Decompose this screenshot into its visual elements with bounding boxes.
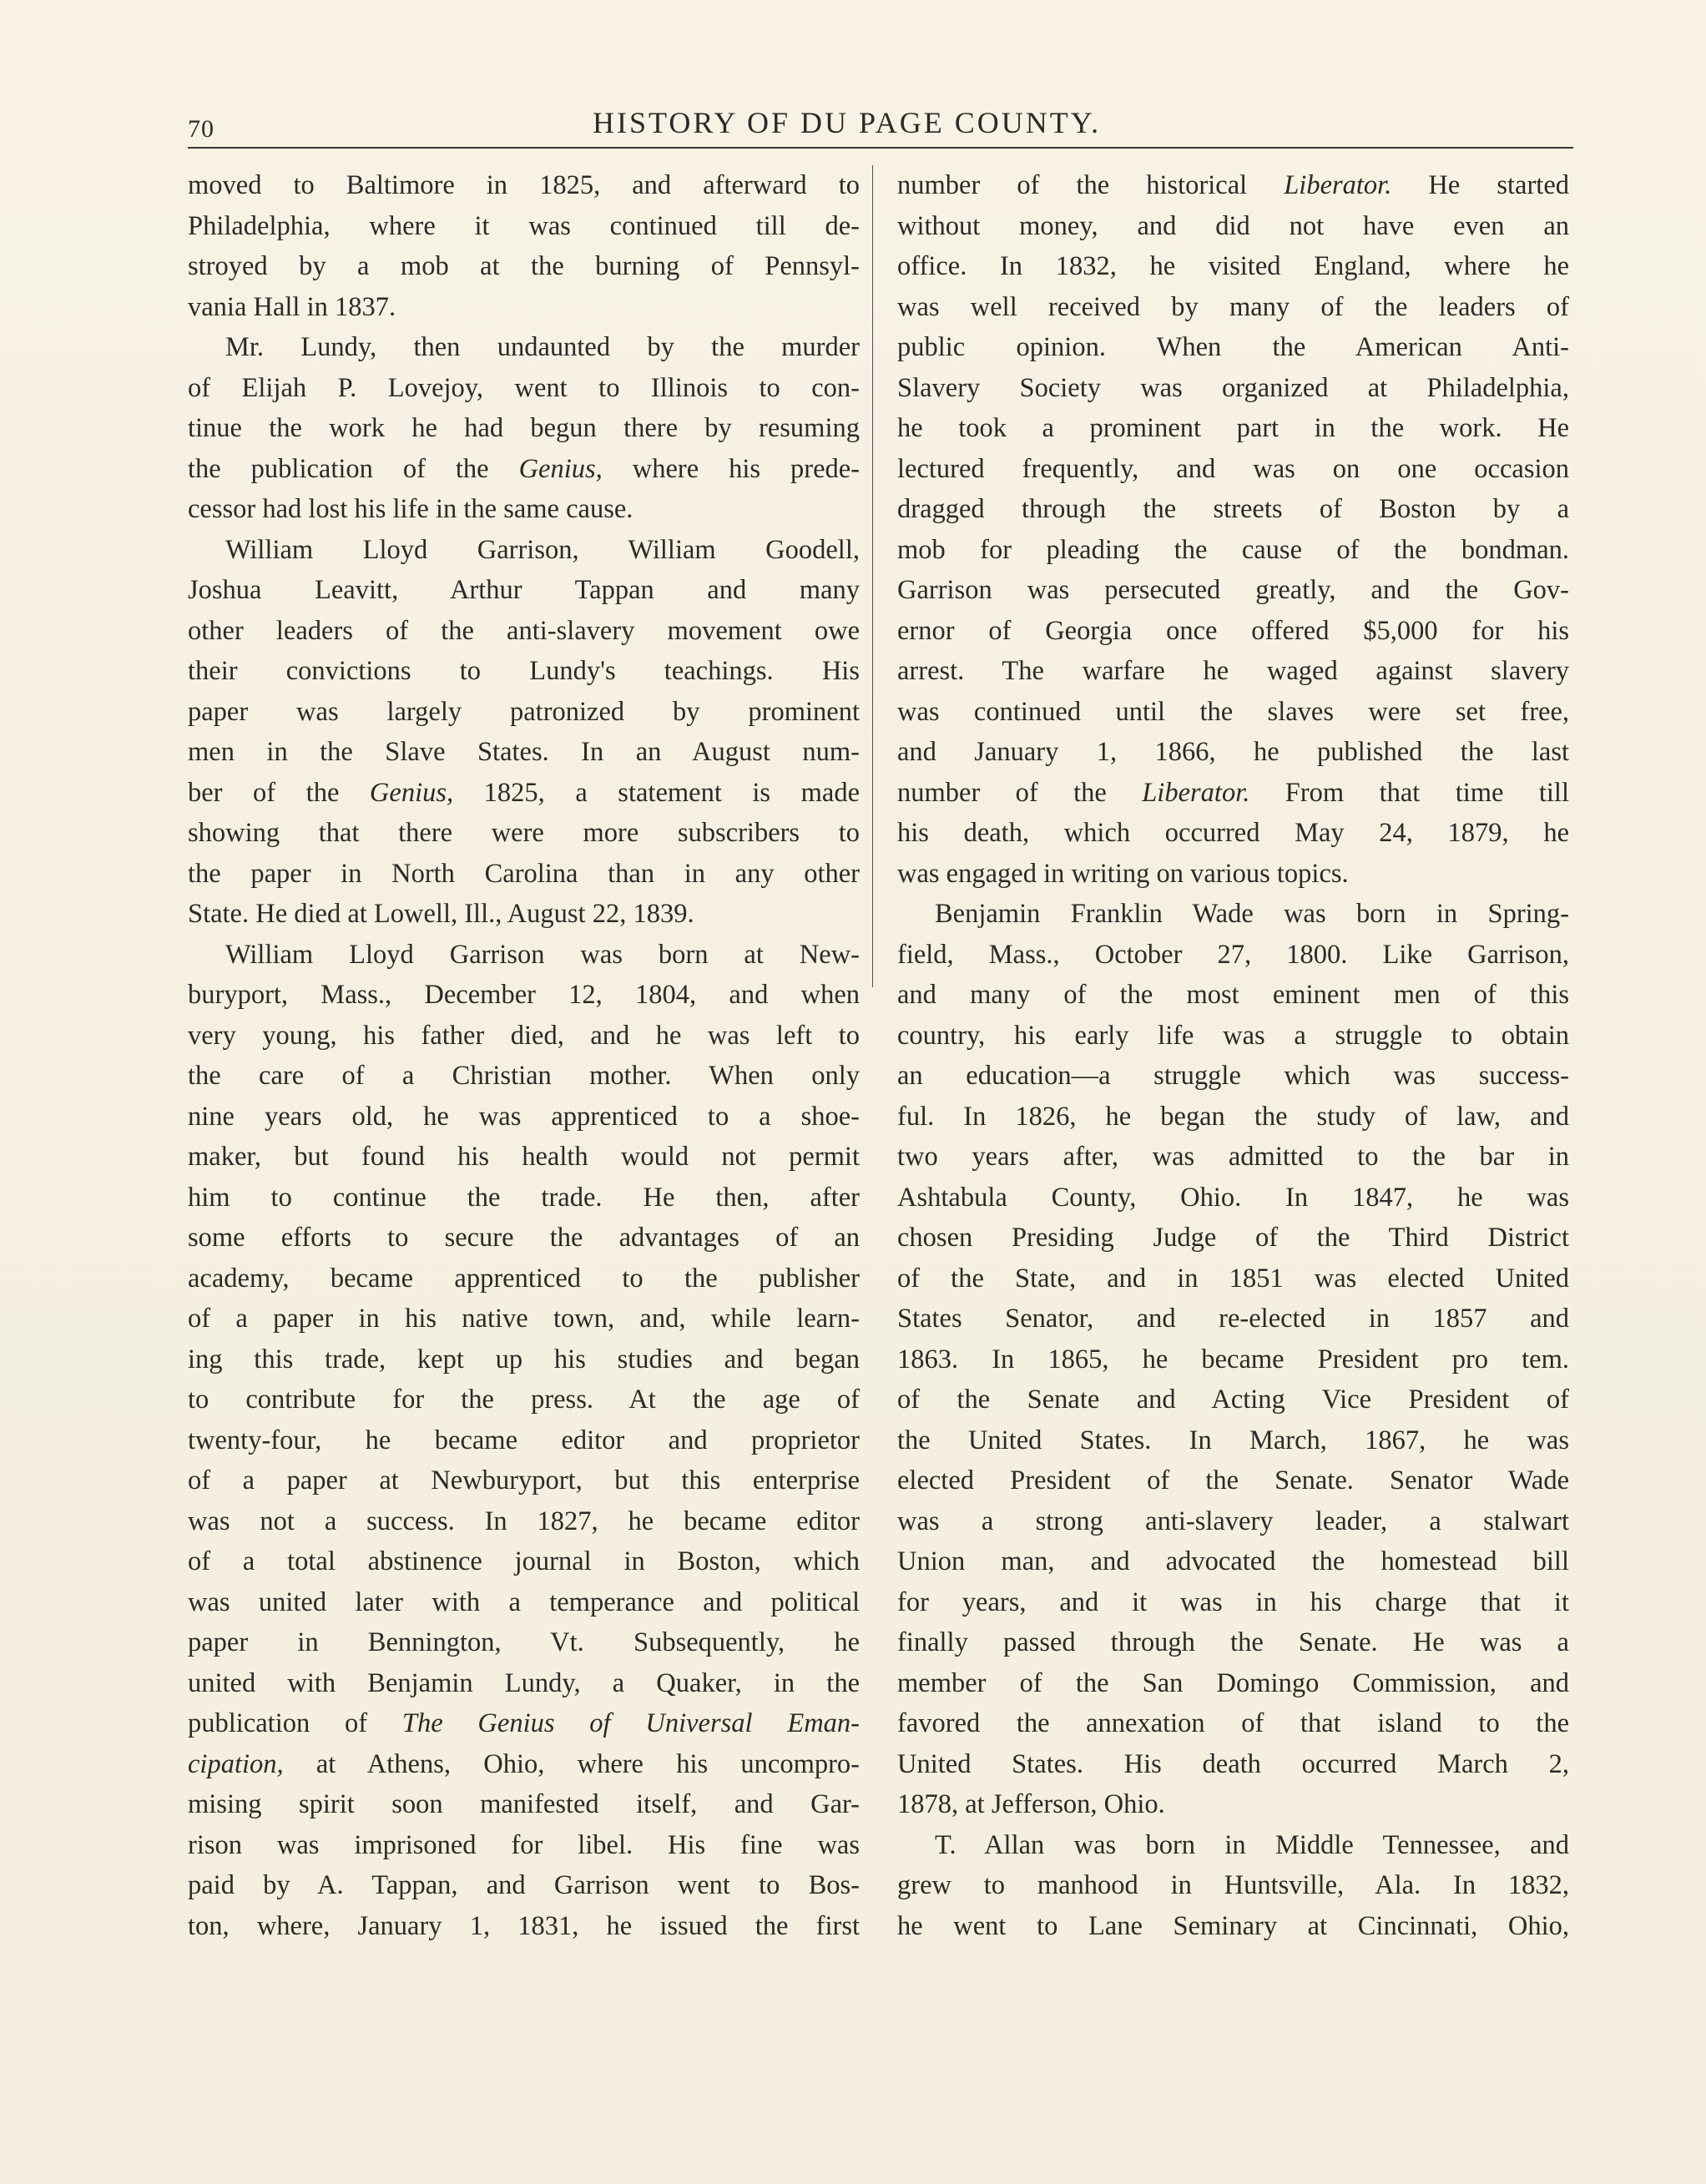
text-line <box>188 1056 860 1097</box>
text-run: was not a success. In 1827, he became editor <box>188 1506 860 1536</box>
text-line <box>897 1865 1569 1906</box>
text-run: ton, where, January 1, 1831, he issued the first <box>188 1910 860 1941</box>
text-run: other leaders of the anti-slavery movement owe <box>188 615 860 646</box>
text-run: was a strong anti-slavery leader, a stalwart <box>897 1506 1569 1536</box>
text-line <box>897 1501 1569 1542</box>
text-line <box>188 975 860 1016</box>
text-line <box>188 1137 860 1178</box>
text-line <box>897 489 1569 530</box>
page-header <box>188 98 1573 145</box>
text-run: twenty-four, he became editor and proprietor <box>188 1425 860 1455</box>
text-run: and many of the most eminent men of this <box>897 980 1569 1010</box>
text-run: mising spirit soon manifested itself, and Gar- <box>188 1789 860 1819</box>
text-line <box>897 1906 1569 1947</box>
text-line <box>188 1906 860 1947</box>
text-line <box>897 1541 1569 1582</box>
text-run: where his prede- <box>602 453 860 484</box>
column-divider <box>872 165 873 987</box>
text-run: buryport, Mass., December 12, 1804, and when <box>188 980 860 1010</box>
text-line <box>897 1339 1569 1380</box>
text-line <box>188 1784 860 1825</box>
text-run: paper in Bennington, Vt. Subsequently, he <box>188 1627 860 1657</box>
text-line <box>897 854 1569 895</box>
text-line <box>188 1663 860 1704</box>
text-run: tinue the work he had begun there by resuming <box>188 413 860 443</box>
text-run: elected President of the Senate. Senator Wade <box>897 1465 1569 1496</box>
text-run: number of the <box>897 777 1143 808</box>
text-run: for years, and it was in his charge that it <box>897 1586 1569 1617</box>
text-line <box>897 1137 1569 1178</box>
italic-title: Liberator. <box>1142 777 1250 808</box>
text-line <box>897 1178 1569 1218</box>
italic-title: Liberator. <box>1284 170 1392 200</box>
text-run: their convictions to Lundy's teachings. His <box>188 656 860 686</box>
text-line <box>897 692 1569 733</box>
text-line <box>897 570 1569 611</box>
text-run: vania Hall in 1837. <box>188 291 396 322</box>
header-rule <box>188 147 1573 149</box>
text-run: he went to Lane Seminary at Cincinnati, Ohio, <box>897 1910 1569 1941</box>
text-line <box>188 1420 860 1461</box>
text-line <box>188 1501 860 1542</box>
text-run: 1878, at Jefferson, Ohio. <box>897 1789 1165 1819</box>
text-line <box>897 611 1569 652</box>
text-run: 1825, a statement is made <box>453 777 860 808</box>
text-run: without money, and did not have even an <box>897 210 1569 241</box>
text-line <box>897 1703 1569 1744</box>
text-line <box>897 530 1569 571</box>
text-run: ful. In 1826, he began the study of law, and <box>897 1101 1569 1132</box>
text-run: the publication of the <box>188 453 519 484</box>
text-run: Philadelphia, where it was continued till de- <box>188 210 860 241</box>
left-text-column <box>188 165 860 1946</box>
text-run: field, Mass., October 27, 1800. Like Garrison, <box>897 939 1569 970</box>
text-run: From that time till <box>1249 777 1569 808</box>
page-number: 70 <box>188 115 215 143</box>
text-line <box>897 408 1569 449</box>
text-line <box>188 1460 860 1501</box>
text-run: of a total abstinence journal in Boston, which <box>188 1546 860 1576</box>
right-text-column <box>897 165 1569 1946</box>
text-run: Joshua Leavitt, Arthur Tappan and many <box>188 575 860 605</box>
text-run: stroyed by a mob at the burning of Pennsyl- <box>188 251 860 281</box>
text-run: William Lloyd Garrison, William Goodell, <box>225 534 860 565</box>
text-run: was engaged in writing on various topics. <box>897 858 1349 889</box>
text-run: him to continue the trade. He then, after <box>188 1182 860 1213</box>
text-line <box>188 570 860 611</box>
text-line <box>897 813 1569 854</box>
text-run: paid by A. Tappan, and Garrison went to Bos- <box>188 1870 860 1900</box>
text-run: Slavery Society was organized at Philadelphia, <box>897 372 1569 403</box>
text-run: grew to manhood in Huntsville, Ala. In 1832, <box>897 1870 1569 1900</box>
text-run: Union man, and advocated the homestead bill <box>897 1546 1569 1576</box>
text-run: the paper in North Carolina than in any other <box>188 858 860 889</box>
text-line <box>188 1865 860 1906</box>
text-line <box>897 935 1569 976</box>
italic-title: The Genius of Universal Eman- <box>401 1708 860 1738</box>
text-run: chosen Presiding Judge of the Third District <box>897 1223 1569 1253</box>
text-line <box>897 327 1569 368</box>
text-line <box>188 1541 860 1582</box>
text-run: was continued until the slaves were set free, <box>897 696 1569 727</box>
text-line <box>188 854 860 895</box>
text-line <box>188 611 860 652</box>
text-line <box>897 651 1569 692</box>
text-line <box>897 1258 1569 1299</box>
text-run: ing this trade, kept up his studies and began <box>188 1344 860 1374</box>
text-line <box>897 1622 1569 1663</box>
text-run: the care of a Christian mother. When only <box>188 1061 860 1091</box>
text-run: office. In 1832, he visited England, where he <box>897 251 1569 281</box>
text-run: mob for pleading the cause of the bondman. <box>897 534 1569 565</box>
text-run: was well received by many of the leaders of <box>897 291 1569 322</box>
text-run: nine years old, he was apprenticed to a shoe- <box>188 1101 860 1132</box>
text-run: men in the Slave States. In an August num- <box>188 737 860 767</box>
text-line <box>188 449 860 490</box>
text-run: Garrison was persecuted greatly, and the Gov- <box>897 575 1569 605</box>
text-run: academy, became apprenticed to the publisher <box>188 1263 860 1294</box>
text-line <box>188 327 860 368</box>
text-run: of the State, and in 1851 was elected United <box>897 1263 1569 1294</box>
text-line <box>897 1016 1569 1057</box>
text-line <box>188 894 860 935</box>
text-run: 1863. In 1865, he became President pro tem. <box>897 1344 1569 1374</box>
text-run: Benjamin Franklin Wade was born in Spring- <box>935 899 1569 929</box>
text-line <box>188 287 860 328</box>
text-run: maker, but found his health would not permit <box>188 1142 860 1172</box>
text-line <box>897 165 1569 206</box>
text-line <box>897 1420 1569 1461</box>
text-line <box>897 1460 1569 1501</box>
text-line <box>188 489 860 530</box>
text-run: and January 1, 1866, he published the last <box>897 737 1569 767</box>
text-line <box>188 773 860 814</box>
text-run: William Lloyd Garrison was born at New- <box>225 939 860 970</box>
text-line <box>897 732 1569 773</box>
text-line <box>897 975 1569 1016</box>
text-line <box>897 773 1569 814</box>
text-line <box>897 1299 1569 1339</box>
text-run: lectured frequently, and was on one occasion <box>897 453 1569 484</box>
text-line <box>188 368 860 409</box>
text-line <box>188 1016 860 1057</box>
text-line <box>188 1178 860 1218</box>
text-run: Mr. Lundy, then undaunted by the murder <box>225 332 860 362</box>
text-line <box>188 408 860 449</box>
text-run: his death, which occurred May 24, 1879, he <box>897 818 1569 848</box>
text-run: some efforts to secure the advantages of an <box>188 1223 860 1253</box>
text-run: very young, his father died, and he was left to <box>188 1020 860 1051</box>
text-run: arrest. The warfare he waged against slavery <box>897 656 1569 686</box>
text-line <box>897 368 1569 409</box>
text-run: Ashtabula County, Ohio. In 1847, he was <box>897 1182 1569 1213</box>
text-run: he took a prominent part in the work. He <box>897 413 1569 443</box>
text-run: moved to Baltimore in 1825, and afterward to <box>188 170 860 200</box>
text-line <box>897 1825 1569 1866</box>
text-run: States Senator, and re-elected in 1857 and <box>897 1304 1569 1334</box>
text-line <box>897 894 1569 935</box>
text-run: publication of <box>188 1708 402 1738</box>
italic-title: Genius, <box>369 777 454 808</box>
text-run: to contribute for the press. At the age of <box>188 1385 860 1415</box>
italic-title: cipation, <box>188 1748 284 1779</box>
text-run: rison was imprisoned for libel. His fine was <box>188 1829 860 1860</box>
text-line <box>188 935 860 976</box>
text-run: at Athens, Ohio, where his uncompro- <box>283 1748 860 1779</box>
text-line <box>188 206 860 247</box>
text-run: of a paper in his native town, and, while learn- <box>188 1304 860 1334</box>
text-line <box>188 1258 860 1299</box>
text-run: was united later with a temperance and political <box>188 1586 860 1617</box>
text-run: country, his early life was a struggle to obtain <box>897 1020 1569 1051</box>
text-run: united with Benjamin Lundy, a Quaker, in the <box>188 1667 860 1698</box>
text-run: ber of the <box>188 777 370 808</box>
text-run: the United States. In March, 1867, he was <box>897 1425 1569 1455</box>
text-line <box>188 1825 860 1866</box>
text-line <box>188 1339 860 1380</box>
text-line <box>188 530 860 571</box>
text-line <box>188 1744 860 1785</box>
text-line <box>188 692 860 733</box>
text-line <box>897 1218 1569 1258</box>
text-run: number of the historical <box>897 170 1285 200</box>
text-run: United States. His death occurred March 2, <box>897 1748 1569 1779</box>
text-run: of a paper at Newburyport, but this enterprise <box>188 1465 860 1496</box>
text-run: He started <box>1391 170 1569 200</box>
text-line <box>897 1784 1569 1825</box>
text-line <box>897 206 1569 247</box>
text-line <box>188 1097 860 1137</box>
text-run: cessor had lost his life in the same cause. <box>188 494 633 524</box>
running-head: HISTORY OF DU PAGE COUNTY. <box>593 106 1102 139</box>
text-line <box>188 1582 860 1623</box>
text-run: dragged through the streets of Boston by a <box>897 494 1569 524</box>
text-line <box>188 732 860 773</box>
text-run: two years after, was admitted to the bar in <box>897 1142 1569 1172</box>
text-run: finally passed through the Senate. He was a <box>897 1627 1569 1657</box>
text-line <box>188 1299 860 1339</box>
text-run: member of the San Domingo Commission, and <box>897 1667 1569 1698</box>
text-line <box>897 1097 1569 1137</box>
text-line <box>188 1380 860 1420</box>
text-line <box>897 449 1569 490</box>
text-line <box>188 651 860 692</box>
text-run: an education—a struggle which was success- <box>897 1061 1569 1091</box>
text-line <box>897 1582 1569 1623</box>
text-line <box>188 246 860 287</box>
text-line <box>897 246 1569 287</box>
text-run: ernor of Georgia once offered $5,000 for his <box>897 615 1569 646</box>
text-run: favored the annexation of that island to the <box>897 1708 1569 1738</box>
text-run: State. He died at Lowell, Ill., August 22, 1839. <box>188 899 694 929</box>
text-run: paper was largely patronized by prominent <box>188 696 860 727</box>
text-line <box>897 1663 1569 1704</box>
text-line <box>897 287 1569 328</box>
text-run: T. Allan was born in Middle Tennessee, and <box>935 1829 1569 1860</box>
text-line <box>897 1744 1569 1785</box>
text-run: showing that there were more subscribers to <box>188 818 860 848</box>
text-line <box>188 1218 860 1258</box>
text-line <box>897 1380 1569 1420</box>
text-run: of the Senate and Acting Vice President of <box>897 1385 1569 1415</box>
text-line <box>188 165 860 206</box>
text-line <box>188 1703 860 1744</box>
text-line <box>188 1622 860 1663</box>
text-run: public opinion. When the American Anti- <box>897 332 1569 362</box>
text-run: of Elijah P. Lovejoy, went to Illinois to con- <box>188 372 860 403</box>
italic-title: Genius, <box>518 453 603 484</box>
text-line <box>897 1056 1569 1097</box>
text-line <box>188 813 860 854</box>
